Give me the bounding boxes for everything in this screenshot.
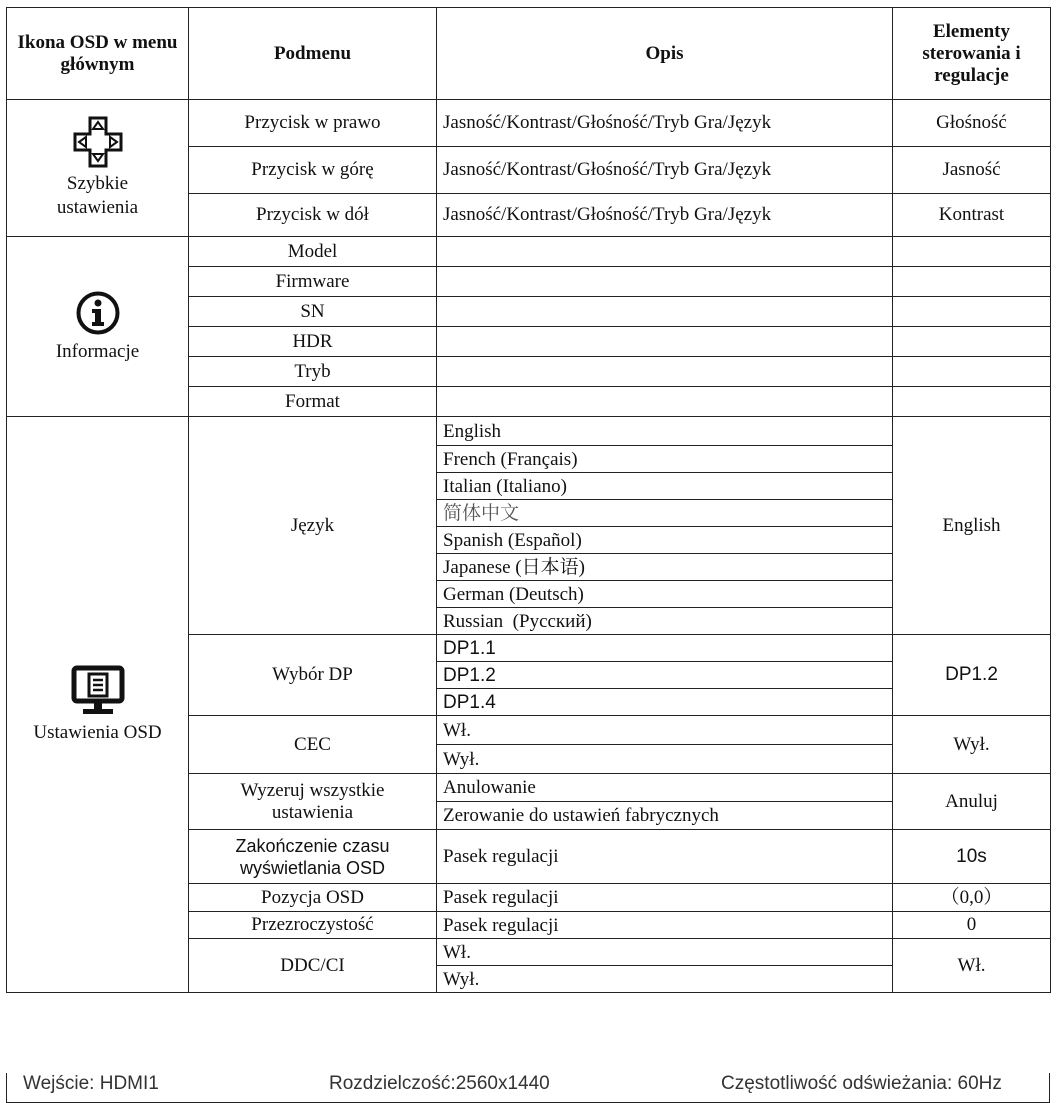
submenu-cell: Model <box>189 237 437 267</box>
submenu-cell: CEC <box>189 716 437 774</box>
osd-settings-cell <box>7 417 189 993</box>
control-cell: Anuluj <box>893 774 1051 830</box>
timeout-label-line2: wyświetlania OSD <box>239 857 386 878</box>
info-icon <box>75 290 121 336</box>
control-cell: English <box>893 417 1051 635</box>
submenu-cell: DDC/CI <box>189 939 437 993</box>
table-row <box>7 100 1051 147</box>
table-row <box>7 417 1051 446</box>
submenu-cell: Przycisk w prawo <box>189 100 437 147</box>
description-cell: Jasność/Kontrast/Głośność/Tryb Gra/Język <box>437 147 893 194</box>
submenu-cell: Język <box>189 417 437 635</box>
refresh-rate-status: Częstotliwość odświeżania: 60Hz <box>721 1073 1002 1094</box>
control-cell <box>893 297 1051 327</box>
resolution-status: Rozdzielczość:2560x1440 <box>329 1073 550 1094</box>
control-cell <box>893 237 1051 267</box>
ddc-option: Wł. <box>437 939 893 966</box>
submenu-cell: SN <box>189 297 437 327</box>
control-cell: Wył. <box>893 716 1051 774</box>
information-cell <box>7 237 189 417</box>
ddc-option: Wył. <box>437 966 893 993</box>
submenu-cell: Przycisk w dół <box>189 194 437 237</box>
cec-option: Wył. <box>437 745 893 774</box>
reset-option: Zerowanie do ustawień fabrycznych <box>437 802 893 830</box>
reset-label-line2: ustawienia <box>271 801 354 823</box>
information-label: Informacje <box>55 340 140 362</box>
control-cell <box>893 267 1051 297</box>
control-cell: Jasność <box>893 147 1051 194</box>
dp-option: DP1.2 <box>437 662 893 689</box>
language-option: French (Français) <box>437 446 893 473</box>
description-cell: Pasek regulacji <box>437 884 893 912</box>
control-cell <box>893 357 1051 387</box>
language-option: Italian (Italiano) <box>437 473 893 500</box>
language-option: German (Deutsch) <box>437 581 893 608</box>
description-cell: Jasność/Kontrast/Głośność/Tryb Gra/Język <box>437 100 893 147</box>
control-cell: （0,0） <box>893 884 1051 912</box>
description-cell: Jasność/Kontrast/Głośność/Tryb Gra/Język <box>437 194 893 237</box>
submenu-cell: Wybór DP <box>189 635 437 716</box>
dpad-icon <box>73 116 123 168</box>
submenu-cell: Przezroczystość <box>189 912 437 939</box>
description-cell <box>437 387 893 417</box>
language-option: 简体中文 <box>437 500 893 527</box>
timeout-label-line1: Zakończenie czasu <box>235 835 390 856</box>
language-option: Spanish (Español) <box>437 527 893 554</box>
description-cell <box>437 327 893 357</box>
submenu-cell <box>189 774 437 830</box>
language-option: Russian (Русский) <box>437 608 893 635</box>
quick-settings-cell <box>7 100 189 237</box>
control-cell: Kontrast <box>893 194 1051 237</box>
description-cell <box>437 267 893 297</box>
reset-label-line1: Wyzeruj wszystkie <box>240 779 385 801</box>
control-cell: DP1.2 <box>893 635 1051 716</box>
status-footer <box>6 1073 1050 1103</box>
control-cell: Głośność <box>893 100 1051 147</box>
header-controls-column: Elementy sterowania i regulacje <box>893 8 1051 100</box>
description-cell <box>437 357 893 387</box>
submenu-cell: Przycisk w górę <box>189 147 437 194</box>
control-cell: 0 <box>893 912 1051 939</box>
submenu-cell <box>189 830 437 884</box>
header-icon-column: Ikona OSD w menu głównym <box>7 8 189 100</box>
dp-option: DP1.4 <box>437 689 893 716</box>
header-row <box>7 8 1051 100</box>
submenu-cell: HDR <box>189 327 437 357</box>
description-cell <box>437 237 893 267</box>
description-cell: Pasek regulacji <box>437 912 893 939</box>
monitor-menu-icon <box>71 665 125 715</box>
header-description-column: Opis <box>437 8 893 100</box>
submenu-cell: Format <box>189 387 437 417</box>
language-option: English <box>437 417 893 446</box>
submenu-cell: Firmware <box>189 267 437 297</box>
osd-menu-table <box>6 7 1051 993</box>
header-submenu-column: Podmenu <box>189 8 437 100</box>
cec-option: Wł. <box>437 716 893 745</box>
submenu-cell: Pozycja OSD <box>189 884 437 912</box>
control-cell: Wł. <box>893 939 1051 993</box>
submenu-cell: Tryb <box>189 357 437 387</box>
control-cell: 10s <box>893 830 1051 884</box>
language-option: Japanese (日本语) <box>437 554 893 581</box>
quick-settings-label: Szybkie ustawienia <box>56 173 139 218</box>
reset-option: Anulowanie <box>437 774 893 802</box>
table-row <box>7 237 1051 267</box>
input-status: Wejście: HDMI1 <box>23 1073 159 1094</box>
description-cell: Pasek regulacji <box>437 830 893 884</box>
dp-option: DP1.1 <box>437 635 893 662</box>
control-cell <box>893 387 1051 417</box>
description-cell <box>437 297 893 327</box>
control-cell <box>893 327 1051 357</box>
osd-settings-label: Ustawienia OSD <box>33 721 162 743</box>
